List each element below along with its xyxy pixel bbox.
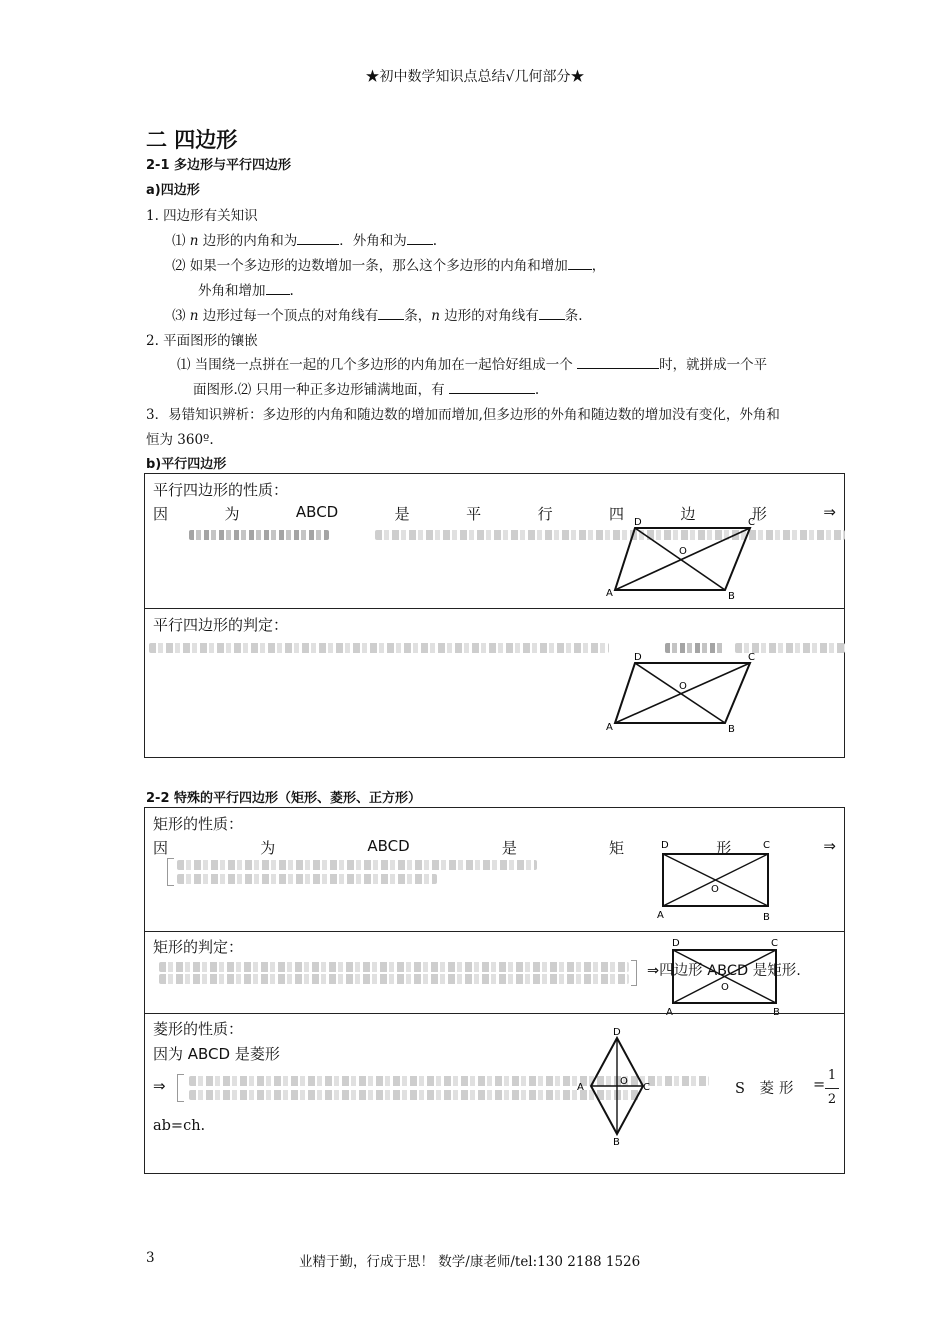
box3-word: 为 [260,839,276,857]
box1-word: ABCD [295,503,339,521]
q3-blank-vertex[interactable] [378,307,404,320]
section-heading-2-1: 2-1 多边形与平行四边形 [146,158,292,173]
box1-arrow: ⇒ [823,503,836,521]
q1-var-n: n [189,233,199,249]
footer-motto: 业精于勤，行成于思！ 数学/康老师/tel:130 2188 1526 [299,1254,641,1270]
item2-line1-b: 时，就拼成一个平 [659,357,768,373]
vertex-label-a: A [606,722,613,733]
page-number: 3 [146,1250,155,1266]
vertex-label-d: D [634,517,642,528]
vertex-label-d: D [613,1027,621,1038]
q3-text-a: 边形过每一个顶点的对角线有 [198,308,379,324]
box1-word: 是 [394,505,410,523]
box1-word: 边 [680,505,696,523]
q1-text-a: 边形的内角和为 [198,233,298,249]
rhombus-area-label: S 菱形 [735,1081,799,1097]
rhombus-properties-box [144,1013,845,1174]
item2-blank-polygons[interactable] [449,381,535,394]
item1-question3 [172,304,583,324]
item2-line2-end: . [534,382,540,398]
q3-var-n: n [189,308,199,324]
vertex-label-b: B [613,1137,620,1148]
item1-title: 1. 四边形有关知识 [146,208,258,224]
box1-word: 四 [609,505,625,523]
rhombus-area-formula-tail: ab=ch. [153,1118,206,1134]
faded-formula [159,974,629,984]
parallelogram-criteria-box [144,608,845,758]
box1-word: 行 [537,505,553,523]
center-label-o: O [679,681,687,692]
vertex-label-d: D [661,840,669,851]
q2-blank-exterior[interactable] [266,282,290,295]
vertex-label-c: C [763,840,770,851]
q3-blank-total[interactable] [539,307,565,320]
box5-statement: 因为 ABCD 是菱形 [153,1045,280,1063]
faded-formula [189,1090,639,1100]
rhombus-area-equals: = [813,1077,826,1093]
item1-question2 [172,254,605,274]
box1-word: 平 [466,505,482,523]
center-label-o: O [721,982,729,993]
subsection-heading-a: a)四边形 [146,183,200,198]
vertex-label-b: B [773,1007,780,1016]
subsection-heading-b: b)平行四边形 [146,457,227,472]
box3-word: ABCD [367,837,410,855]
fraction-denominator: 2 [827,1092,837,1107]
item3-line1: 3．易错知识辨析：多边形的内角和随边数的增加而增加,但多边形的外角和随边数的增加没有变化，外角和 [146,407,780,423]
q1-blank-interior[interactable] [297,232,339,245]
q3-text-c: 边形的对角线有 [440,308,539,324]
vertex-label-a: A [657,910,664,921]
faded-formula [189,530,329,540]
item1-question1 [172,229,437,249]
q2-text-b: ， [591,258,606,274]
vertex-label-c: C [643,1082,650,1093]
center-label-o: O [620,1076,628,1087]
box3-arrow: ⇒ [823,837,836,855]
rhombus-figure [573,1024,669,1148]
fraction-numerator: 1 [827,1068,837,1083]
box4-title: 矩形的判定： [153,938,244,956]
vertex-label-b: B [728,724,735,735]
q2-blank-interior[interactable] [568,257,592,270]
box1-word: 为 [224,505,240,523]
parallelogram-figure-2 [600,651,760,737]
box3-word: 形 [716,839,732,857]
q1-prefix: ⑴ [172,233,186,249]
q1-end: . [432,233,438,249]
box3-title: 矩形的性质： [153,815,244,833]
chapter-title: 二 四边形 [146,128,238,152]
item2-line2-a: 面图形.⑵ 只用一种正多边形铺满地面，有 [193,382,445,398]
faded-formula [149,643,609,653]
item3-line2: 恒为 360º. [146,432,214,448]
item2-title: 2. 平面图形的镶嵌 [146,333,258,349]
parallelogram-properties-box [144,473,845,609]
vertex-label-b: B [763,912,770,923]
section-heading-2-2: 2-2 特殊的平行四边形（矩形、菱形、正方形） [146,791,422,806]
item2-blank-angle[interactable] [577,356,659,369]
rectangle-criteria-box [144,931,845,1014]
item1-question2-cont [198,279,294,299]
vertex-label-d: D [634,652,642,663]
box3-word: 是 [501,839,517,857]
rectangle-criteria-conclusion: ⇒四边形 ABCD 是矩形. [647,963,801,979]
faded-brace [177,1074,184,1102]
q3-end: 条. [564,308,583,324]
box5-title: 菱形的性质： [153,1020,244,1038]
rectangle-properties-box [144,807,845,932]
fraction-bar [825,1088,839,1089]
box5-arrow: ⇒ [153,1077,166,1095]
q1-text-b: ．外角和为 [339,233,407,249]
center-label-o: O [711,884,719,895]
vertex-label-a: A [666,1007,673,1016]
q3-var-n2: n [431,308,440,324]
item2-line1 [177,353,767,373]
vertex-label-a: A [606,588,613,599]
box1-word: 形 [751,505,767,523]
center-label-o: O [679,546,687,557]
box3-word: 因 [153,839,169,857]
q3-text-b: 条， [404,308,432,324]
q2-text-a: ⑵ 如果一个多边形的边数增加一条，那么这个多边形的内角和增加 [172,258,568,274]
faded-formula [159,962,629,972]
rectangle-figure-1 [653,834,779,924]
q3-prefix: ⑶ [172,308,186,324]
q1-blank-exterior[interactable] [407,232,433,245]
q2-text-c: 外角和增加 [198,283,266,299]
q2-end: . [289,283,294,299]
vertex-label-d: D [672,938,680,949]
box1-title: 平行四边形的性质： [153,481,289,499]
faded-brace [631,960,637,986]
vertex-label-c: C [771,938,778,949]
parallelogram-figure-1 [600,516,760,602]
vertex-label-c: C [748,517,755,528]
vertex-label-c: C [748,652,755,663]
box3-word: 矩 [609,839,625,857]
faded-brace [167,858,174,886]
vertex-label-b: B [728,591,735,602]
box1-word: 因 [153,505,169,523]
vertex-label-a: A [577,1082,584,1093]
box2-title: 平行四边形的判定： [153,616,289,634]
item2-line1-a: ⑴ 当围绕一点拼在一起的几个多边形的内角加在一起恰好组成一个 [177,357,573,373]
page-header: ★初中数学知识点总结√几何部分★ [365,69,585,85]
item2-line2 [193,378,539,398]
faded-formula [177,874,437,884]
faded-formula [177,860,537,870]
